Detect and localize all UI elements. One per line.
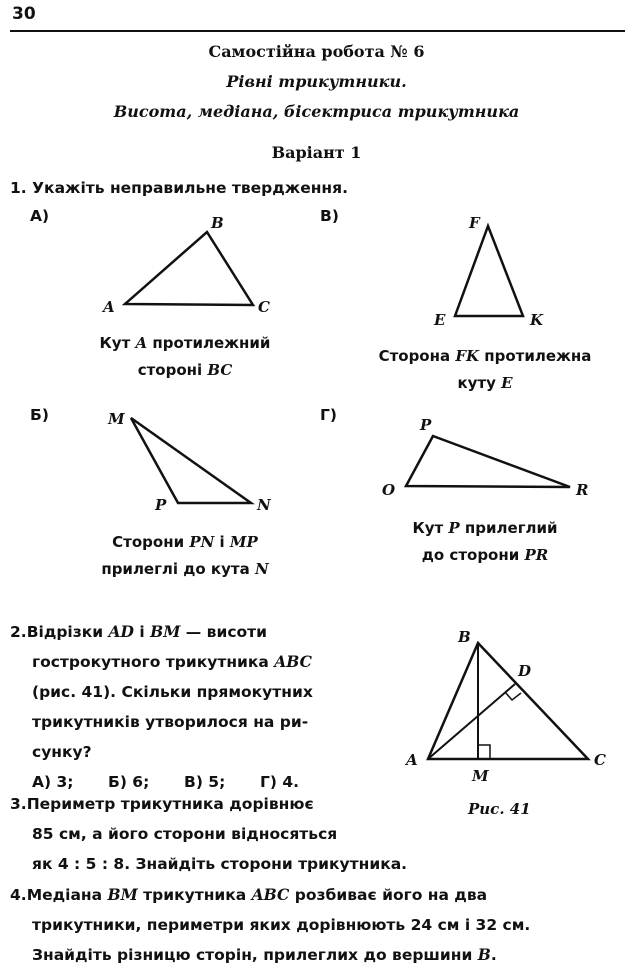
vertex-o-label: O: [382, 481, 396, 499]
option-g-caption-line1: Кут P прилеглий: [412, 519, 558, 537]
vertex-n-label: N: [257, 496, 271, 514]
option-b-caption-line2: прилеглі до кута N: [101, 560, 269, 578]
fig41-vertex-m: M: [472, 767, 489, 785]
question-2-line2: гострокутного трикутника ABC: [32, 652, 313, 671]
question-4-line2: трикутники, периметри яких дорівнюють 24 см і 32 см.: [32, 916, 531, 934]
subtitle-equal-triangles: Рівні трикутники.: [226, 72, 407, 91]
option-a-caption-line2: стороні BC: [137, 361, 233, 379]
question-2-line5: сунку?: [32, 743, 92, 761]
answer-a: А) 3;: [32, 773, 74, 791]
question-3-line3: як 4 : 5 : 8. Знайдіть сторони трикутника.: [32, 855, 408, 873]
triangle-abc-fig41: [428, 643, 588, 759]
figure-41-caption: Рис. 41: [468, 800, 531, 818]
vertex-f-label: F: [469, 214, 480, 232]
option-v-caption-line1: Сторона FK протилежна: [378, 347, 592, 365]
answer-v: В) 5;: [184, 773, 226, 791]
option-v-caption-line2: куту E: [457, 374, 513, 392]
vertex-m-label: M: [108, 410, 125, 428]
page-title: Самостійна робота № 6: [208, 42, 425, 61]
question-3-line1: 3.Периметр трикутника дорівнює: [10, 795, 314, 813]
altitude-ad: [428, 684, 515, 759]
right-angle-mark-m: [478, 745, 490, 759]
question-1-number: 1.: [10, 179, 27, 197]
vertex-k-label: K: [530, 311, 544, 329]
fig41-vertex-b: B: [458, 628, 471, 646]
page-number: 30: [12, 4, 36, 24]
question-2-line1: 2.Відрізки AD і BM — висоти: [10, 622, 268, 641]
right-angle-mark-d: [505, 692, 521, 700]
question-4: [10, 880, 625, 970]
option-b-caption-line1: Сторони PN і MP: [112, 533, 258, 551]
fig41-vertex-a: A: [406, 751, 418, 769]
vertex-r-label: R: [576, 481, 589, 499]
fig41-vertex-c: C: [594, 751, 606, 769]
question-3-line2: 85 см, а його сторони відносяться: [32, 825, 338, 843]
question-2-line4: трикутників утворилося на ри-: [32, 713, 309, 731]
answer-b: Б) 6;: [108, 773, 150, 791]
question-4-line1: 4.Медіана BM трикутника ABC розбиває його на два: [10, 885, 488, 904]
vertex-b-label: B: [211, 214, 224, 232]
option-a-label: А): [30, 207, 50, 225]
fig41-vertex-d: D: [518, 662, 532, 680]
question-2-line3: (рис. 41). Скільки прямокутних: [32, 683, 313, 701]
option-g-caption-line2: до сторони PR: [421, 546, 549, 564]
subtitle-altitude-median-bisector: Висота, медіана, бісектриса трикутника: [113, 102, 520, 121]
option-b-label: Б): [30, 406, 49, 424]
vertex-c-label: C: [258, 298, 270, 316]
answer-g: Г) 4.: [260, 773, 300, 791]
variant-heading: Варіант 1: [271, 143, 362, 162]
vertex-p2-label: P: [420, 416, 432, 434]
question-4-line3: Знайдіть різницю сторін, прилеглих до вершини B.: [32, 945, 497, 964]
vertex-a-label: A: [103, 298, 115, 316]
option-g-label: Г): [320, 406, 337, 424]
option-v-label: В): [320, 207, 339, 225]
question-1-text: Укажіть неправильне твердження.: [32, 179, 348, 197]
question-3: [10, 789, 490, 879]
vertex-p-label: P: [155, 496, 167, 514]
vertex-e-label: E: [434, 311, 446, 329]
option-a-caption-line1: Кут A протилежний: [99, 334, 271, 352]
